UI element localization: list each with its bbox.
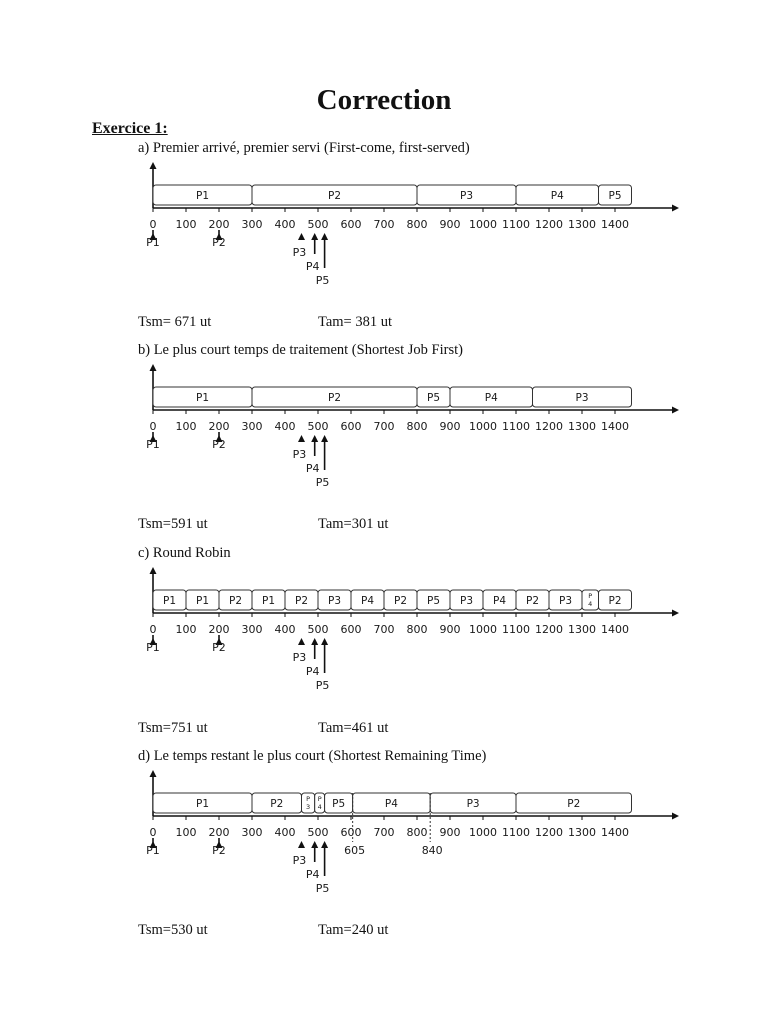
axis-tick-label: 1200 [535, 420, 563, 433]
axis-tick-label: 1300 [568, 826, 596, 839]
gantt-block-label: P2 [393, 595, 408, 607]
arrival-arrow-head [321, 638, 328, 645]
axis-tick-label: 1100 [502, 826, 530, 839]
axis-tick-label: 400 [274, 420, 296, 433]
axis-tick-label: 400 [274, 826, 296, 839]
axis-tick-label: 1400 [601, 826, 629, 839]
gantt-block-label: 4 [588, 600, 593, 608]
arrival-label: P2 [212, 236, 226, 249]
arrival-label: P3 [292, 448, 307, 461]
axis-tick-label: 800 [406, 420, 428, 433]
gantt-block-label: P2 [567, 798, 581, 810]
gantt-block-label: P1 [195, 392, 210, 404]
axis-tick-label: 500 [307, 218, 329, 231]
section-a-caption: a) Premier arrivé, premier servi (First-come, first-served) [138, 140, 470, 156]
extra-tick-label: 840 [421, 844, 443, 857]
axis-tick-label: 200 [208, 420, 230, 433]
axis-tick-label: 1300 [568, 420, 596, 433]
time-axis-head [672, 610, 679, 617]
gantt-block-label: P [588, 592, 593, 600]
arrival-arrow-head [321, 841, 328, 848]
section-d-tam: Tam=240 ut [318, 922, 389, 938]
gantt-block-label: P3 [558, 595, 573, 607]
arrival-arrow-head [298, 233, 305, 240]
gantt-block-label: 4 [317, 803, 322, 811]
axis-tick-label: 800 [406, 218, 428, 231]
arrival-label: P1 [146, 844, 160, 857]
axis-tick-label: 500 [307, 420, 329, 433]
axis-tick-label: 100 [175, 218, 197, 231]
gantt-block-label: P [317, 795, 322, 803]
arrival-label: P3 [292, 854, 307, 867]
arrival-arrow-head [311, 638, 318, 645]
axis-tick-label: 0 [149, 826, 157, 839]
arrival-label: P1 [146, 641, 160, 654]
arrival-arrow-head [298, 638, 305, 645]
arrival-label: P2 [212, 438, 226, 451]
arrival-label: P4 [305, 665, 320, 678]
arrival-label: P5 [315, 679, 330, 692]
axis-tick-label: 800 [406, 623, 428, 636]
gantt-chart-a [130, 160, 690, 310]
gantt-block-label: P4 [484, 392, 498, 404]
axis-tick-label: 1100 [502, 420, 530, 433]
section-a-tsm: Tsm= 671 ut [138, 314, 212, 330]
section-a-tam: Tam= 381 ut [318, 314, 393, 330]
axis-tick-label: 500 [307, 826, 329, 839]
gantt-block-label: P4 [550, 190, 564, 202]
gantt-block-label: P1 [261, 595, 276, 607]
extra-tick-label: 605 [344, 844, 366, 857]
axis-tick-label: 1400 [601, 623, 629, 636]
gantt-block-label: P2 [228, 595, 243, 607]
vertical-axis-head [150, 162, 157, 169]
axis-tick-label: 900 [439, 218, 461, 231]
page-title: Correction [316, 84, 452, 116]
axis-tick-label: 0 [149, 218, 157, 231]
axis-tick-label: 1200 [535, 826, 563, 839]
gantt-block-label: P4 [360, 595, 375, 607]
gantt-block-label: P2 [294, 595, 309, 607]
section-c-tam: Tam=461 ut [318, 720, 389, 736]
gantt-block-label: P5 [608, 190, 622, 202]
axis-tick-label: 1300 [568, 623, 596, 636]
section-b-tsm: Tsm=591 ut [138, 516, 208, 532]
axis-tick-label: 1000 [469, 826, 497, 839]
gantt-block-label: P1 [195, 595, 210, 607]
axis-tick-label: 700 [373, 623, 395, 636]
arrival-label: P3 [292, 651, 307, 664]
exercise-heading: Exercice 1: [92, 120, 168, 137]
axis-tick-label: 500 [307, 623, 329, 636]
gantt-chart-b [130, 362, 690, 512]
axis-tick-label: 300 [241, 623, 263, 636]
gantt-block-label: P3 [575, 392, 589, 404]
arrival-arrow-head [321, 435, 328, 442]
axis-tick-label: 200 [208, 623, 230, 636]
arrival-label: P4 [305, 462, 320, 475]
arrival-label: P5 [315, 882, 330, 895]
axis-tick-label: 100 [175, 623, 197, 636]
axis-tick-label: 1200 [535, 623, 563, 636]
gantt-chart-c [130, 565, 690, 715]
axis-tick-label: 200 [208, 218, 230, 231]
gantt-block-label: P3 [459, 190, 474, 202]
arrival-label: P1 [146, 438, 160, 451]
vertical-axis-head [150, 364, 157, 371]
axis-tick-label: 100 [175, 420, 197, 433]
gantt-block-label: P2 [327, 392, 342, 404]
axis-tick-label: 200 [208, 826, 230, 839]
axis-tick-label: 700 [373, 420, 395, 433]
arrival-label: P5 [315, 274, 330, 287]
section-d-caption: d) Le temps restant le plus court (Shortest Remaining Time) [138, 748, 487, 764]
time-axis-head [672, 407, 679, 414]
axis-tick-label: 600 [340, 623, 362, 636]
axis-tick-label: 1400 [601, 218, 629, 231]
section-c-tsm: Tsm=751 ut [138, 720, 208, 736]
axis-tick-label: 300 [241, 218, 263, 231]
gantt-block-label: 3 [306, 803, 311, 811]
axis-tick-label: 400 [274, 623, 296, 636]
axis-tick-label: 1100 [502, 218, 530, 231]
gantt-chart-d [130, 768, 690, 918]
gantt-block-label: P2 [608, 595, 622, 607]
gantt-block-label: P3 [327, 595, 342, 607]
axis-tick-label: 700 [373, 826, 395, 839]
axis-tick-label: 1200 [535, 218, 563, 231]
arrival-label: P5 [315, 476, 330, 489]
arrival-label: P4 [305, 260, 320, 273]
gantt-block-label: P5 [426, 392, 441, 404]
axis-tick-label: 1300 [568, 218, 596, 231]
axis-tick-label: 300 [241, 420, 263, 433]
section-b-caption: b) Le plus court temps de traitement (Shortest Job First) [138, 342, 463, 358]
gantt-block-label: P2 [327, 190, 342, 202]
vertical-axis-head [150, 567, 157, 574]
time-axis-head [672, 205, 679, 212]
gantt-block-label: P1 [162, 595, 177, 607]
axis-tick-label: 900 [439, 420, 461, 433]
axis-tick-label: 600 [340, 420, 362, 433]
arrival-label: P2 [212, 641, 226, 654]
gantt-block-label: P1 [195, 798, 210, 810]
arrival-arrow-head [298, 435, 305, 442]
axis-tick-label: 1100 [502, 623, 530, 636]
arrival-label: P3 [292, 246, 307, 259]
section-c-caption: c) Round Robin [138, 545, 231, 561]
axis-tick-label: 800 [406, 826, 428, 839]
axis-tick-label: 1000 [469, 218, 497, 231]
arrival-arrow-head [311, 841, 318, 848]
axis-tick-label: 600 [340, 218, 362, 231]
axis-tick-label: 1400 [601, 420, 629, 433]
axis-tick-label: 900 [439, 826, 461, 839]
arrival-arrow-head [298, 841, 305, 848]
gantt-block-label: P3 [459, 595, 474, 607]
axis-tick-label: 1000 [469, 623, 497, 636]
gantt-block-label: P5 [426, 595, 441, 607]
gantt-block-label: P2 [270, 798, 284, 810]
gantt-block-label: P1 [195, 190, 210, 202]
axis-tick-label: 300 [241, 826, 263, 839]
vertical-axis-head [150, 770, 157, 777]
arrival-arrow-head [321, 233, 328, 240]
axis-tick-label: 700 [373, 218, 395, 231]
arrival-arrow-head [311, 233, 318, 240]
gantt-block-label: P5 [332, 798, 346, 810]
gantt-block-label: P4 [384, 798, 398, 810]
arrival-label: P1 [146, 236, 160, 249]
axis-tick-label: 100 [175, 826, 197, 839]
axis-tick-label: 600 [340, 826, 362, 839]
axis-tick-label: 1000 [469, 420, 497, 433]
section-d-tsm: Tsm=530 ut [138, 922, 208, 938]
axis-tick-label: 400 [274, 218, 296, 231]
axis-tick-label: 0 [149, 623, 157, 636]
arrival-label: P2 [212, 844, 226, 857]
gantt-block-label: P4 [492, 595, 507, 607]
gantt-block-label: P3 [466, 798, 480, 810]
arrival-arrow-head [311, 435, 318, 442]
gantt-block-label: P2 [525, 595, 540, 607]
arrival-label: P4 [305, 868, 320, 881]
axis-tick-label: 900 [439, 623, 461, 636]
time-axis-head [672, 813, 679, 820]
section-b-tam: Tam=301 ut [318, 516, 389, 532]
axis-tick-label: 0 [149, 420, 157, 433]
gantt-block-label: P [306, 795, 311, 803]
